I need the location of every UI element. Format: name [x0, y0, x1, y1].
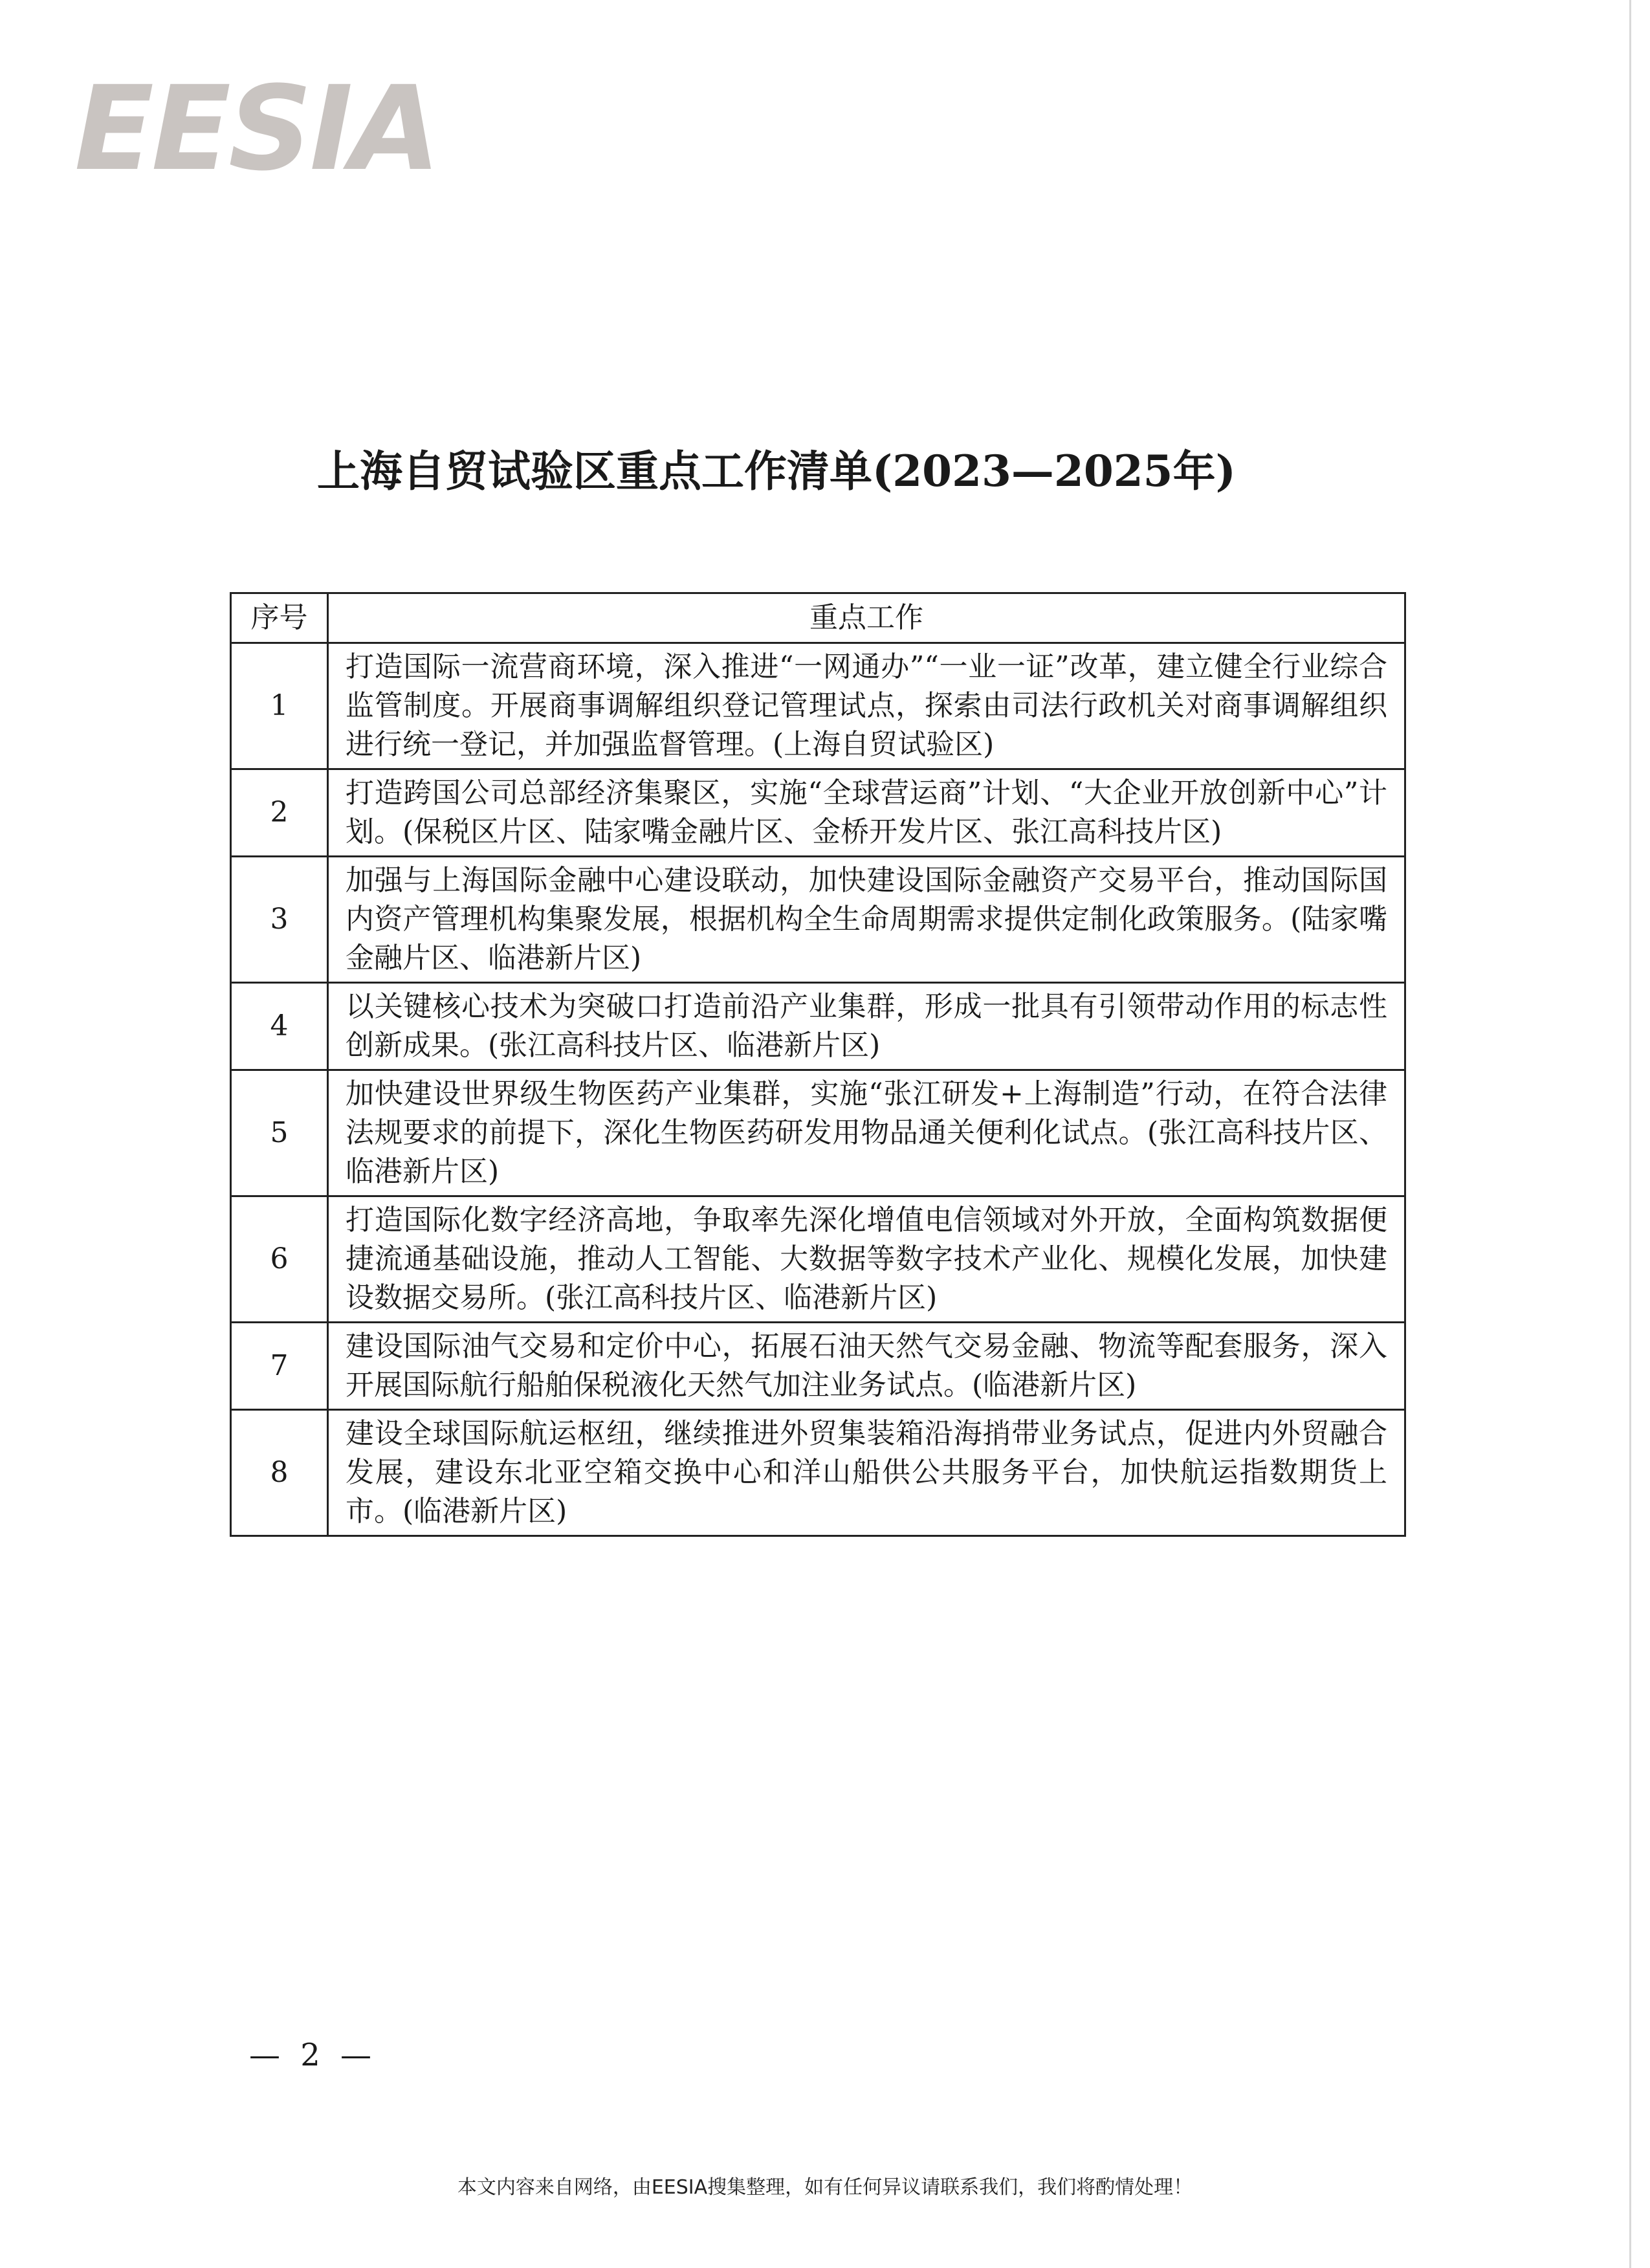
row-work: 打造国际化数字经济高地，争取率先深化增值电信领域对外开放，全面构筑数据便捷流通基础设施，推动人工智能、大数据等数字技术产业化、规模化发展，加快建设数据交易所。(张江高科技片区、临港新片区) — [328, 1196, 1405, 1323]
row-index: 8 — [231, 1410, 328, 1536]
row-index: 3 — [231, 857, 328, 983]
row-index: 4 — [231, 983, 328, 1070]
table-row — [231, 1323, 1405, 1410]
eesia-logo: EESIA — [74, 61, 438, 197]
page-number: — 2 — — [249, 2037, 377, 2073]
row-work: 加强与上海国际金融中心建设联动，加快建设国际金融资产交易平台，推动国际国内资产管理机构集聚发展，根据机构全生命周期需求提供定制化政策服务。(陆家嘴金融片区、临港新片区) — [328, 857, 1405, 983]
row-index: 1 — [231, 643, 328, 769]
key-work-table — [230, 592, 1406, 1537]
table-row — [231, 983, 1405, 1070]
table-header-row — [231, 593, 1405, 643]
row-work: 建设国际油气交易和定价中心，拓展石油天然气交易金融、物流等配套服务，深入开展国际航行船舶保税液化天然气加注业务试点。(临港新片区) — [328, 1323, 1405, 1410]
row-index: 7 — [231, 1323, 328, 1410]
header-index: 序号 — [231, 593, 328, 643]
scan-edge — [1629, 0, 1631, 2268]
footer-notice: 本文内容来自网络，由EESIA搜集整理，如有任何异议请联系我们，我们将酌情处理！ — [457, 2176, 1193, 2199]
document-title: 上海自贸试验区重点工作清单(2023—2025年) — [317, 446, 1236, 496]
table-row — [231, 769, 1405, 857]
table-row — [231, 643, 1405, 769]
row-work: 建设全球国际航运枢纽，继续推进外贸集装箱沿海捎带业务试点，促进内外贸融合发展，建设东北亚空箱交换中心和洋山船供公共服务平台，加快航运指数期货上市。(临港新片区) — [328, 1410, 1405, 1536]
row-work: 加快建设世界级生物医药产业集群，实施“张江研发+上海制造”行动，在符合法律法规要求的前提下，深化生物医药研发用物品通关便利化试点。(张江高科技片区、临港新片区) — [328, 1070, 1405, 1196]
row-work: 打造国际一流营商环境，深入推进“一网通办”“一业一证”改革，建立健全行业综合监管制度。开展商事调解组织登记管理试点，探索由司法行政机关对商事调解组织进行统一登记，并加强监督管理。(上海自贸试验区) — [328, 643, 1405, 769]
table-row — [231, 1410, 1405, 1536]
row-work: 以关键核心技术为突破口打造前沿产业集群，形成一批具有引领带动作用的标志性创新成果。(张江高科技片区、临港新片区) — [328, 983, 1405, 1070]
header-work: 重点工作 — [328, 593, 1405, 643]
table-row — [231, 1196, 1405, 1323]
row-work: 打造跨国公司总部经济集聚区，实施“全球营运商”计划、“大企业开放创新中心”计划。(保税区片区、陆家嘴金融片区、金桥开发片区、张江高科技片区) — [328, 769, 1405, 857]
row-index: 5 — [231, 1070, 328, 1196]
table-row — [231, 857, 1405, 983]
row-index: 2 — [231, 769, 328, 857]
row-index: 6 — [231, 1196, 328, 1323]
table-row — [231, 1070, 1405, 1196]
